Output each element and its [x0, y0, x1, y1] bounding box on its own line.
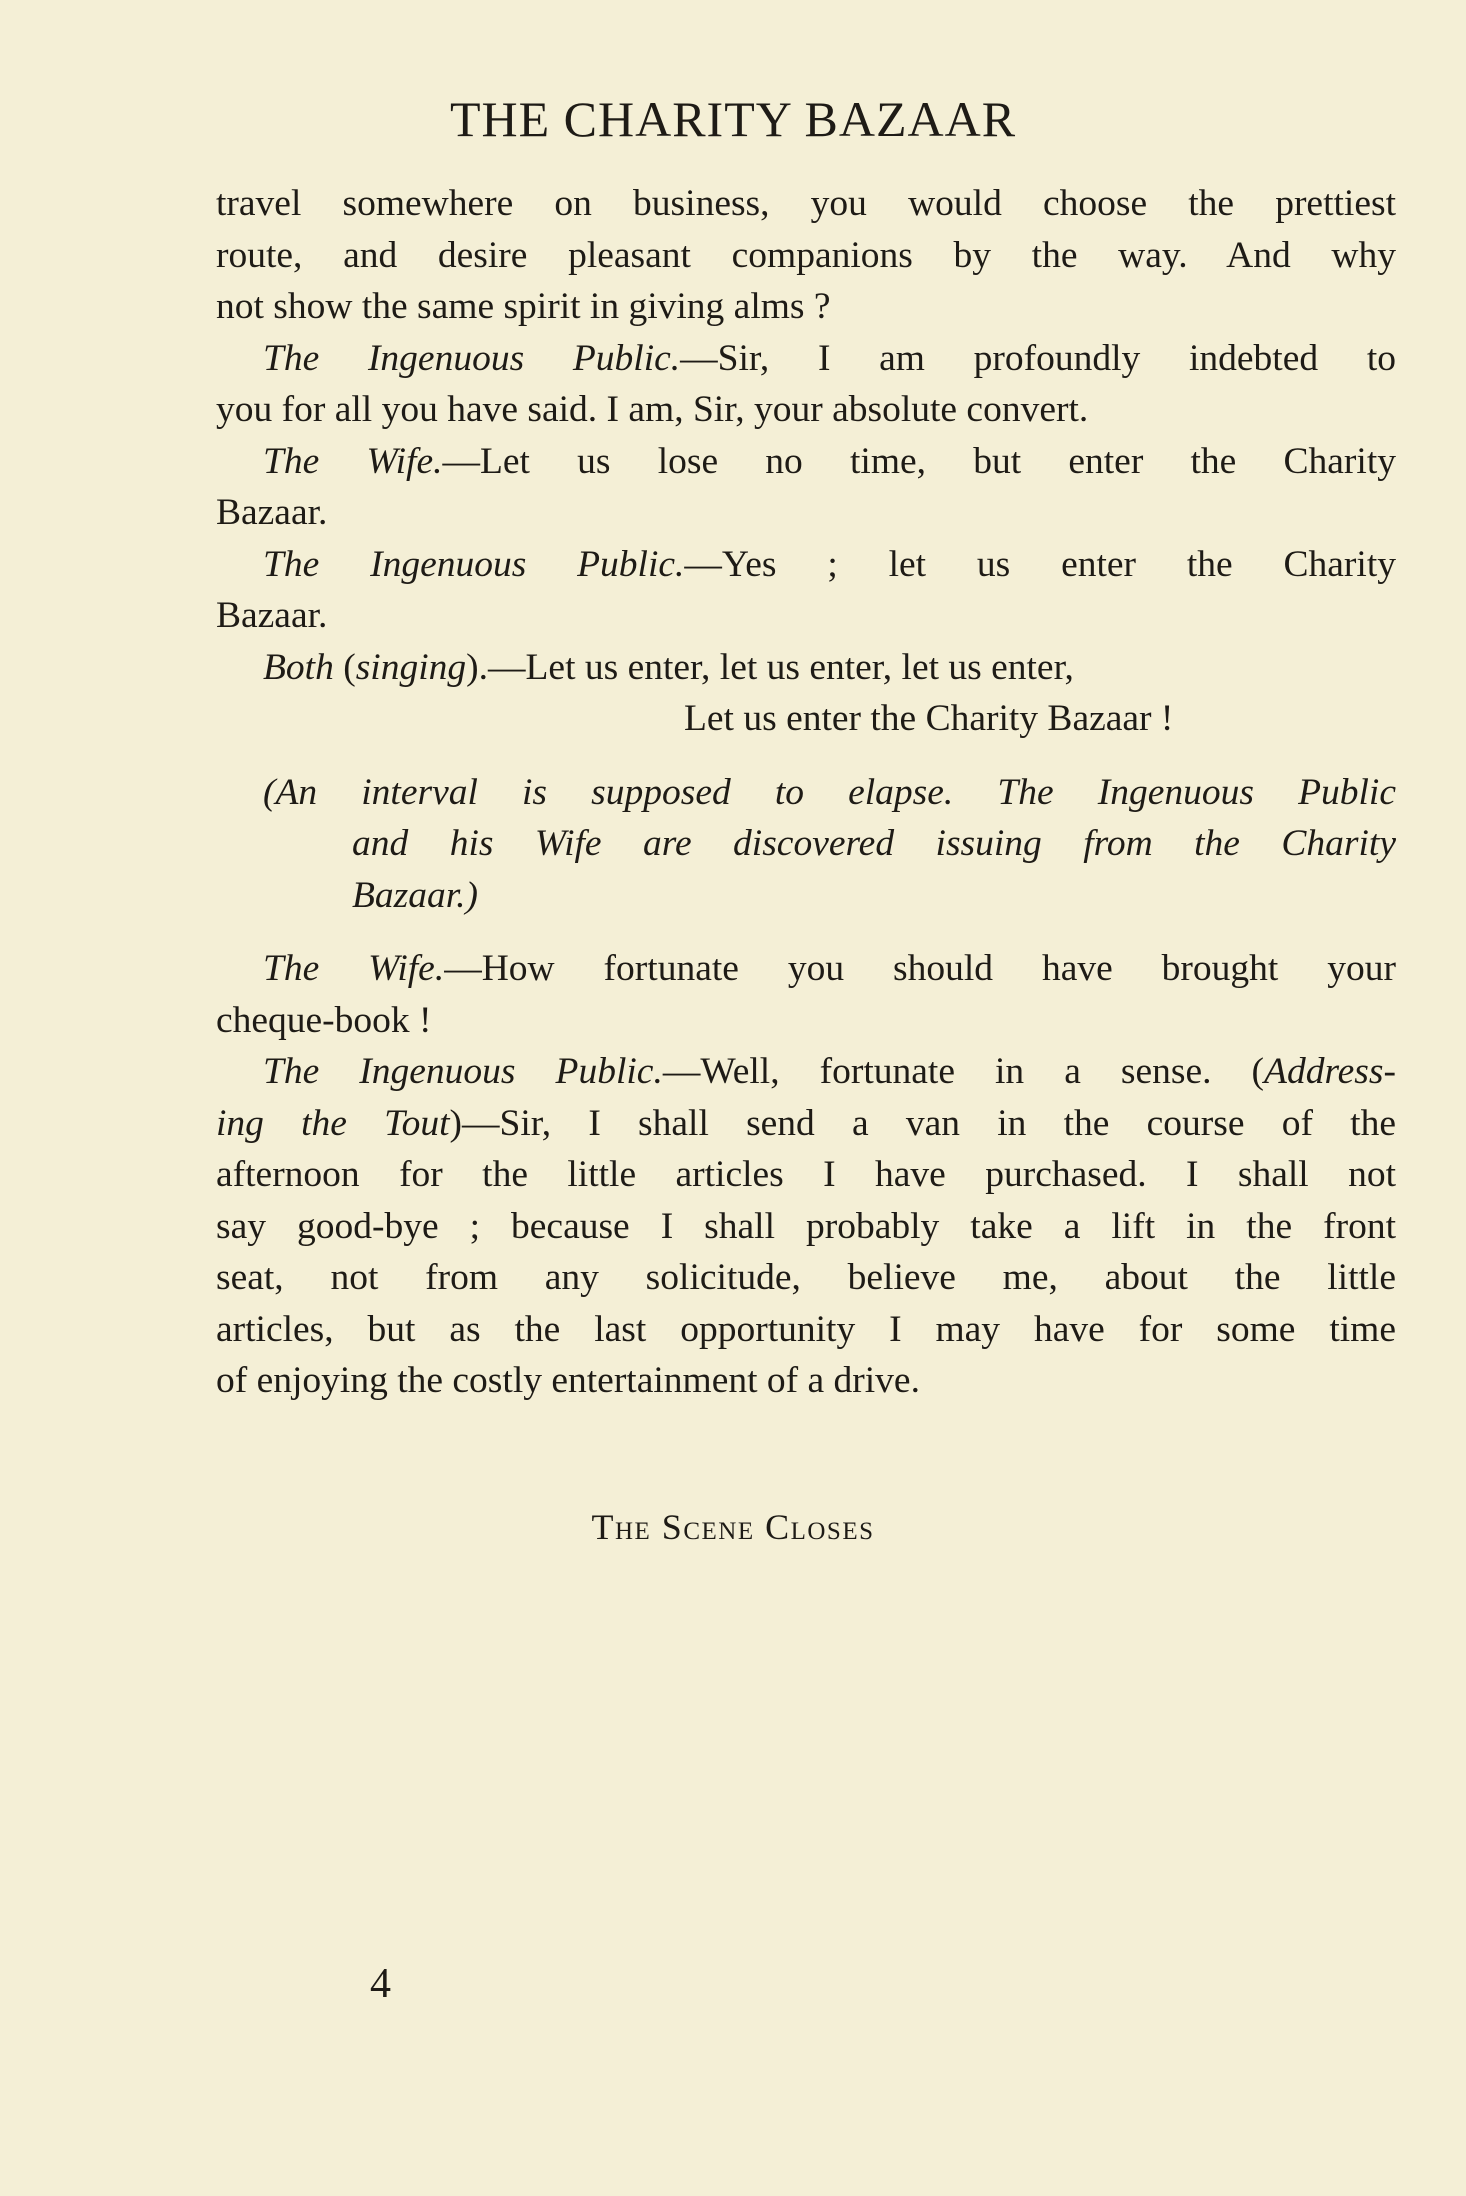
text-line: Bazaar. — [216, 492, 328, 533]
dialogue-line — [216, 436, 1396, 488]
stage-direction-line: Bazaar.) — [352, 874, 479, 916]
speaker-name: The Wife. — [263, 440, 443, 482]
text-line: not show the same spirit in giving alms ? — [216, 286, 831, 327]
page-body — [216, 178, 1396, 1407]
dialogue-text: —Yes ; let us enter the Charity — [684, 543, 1396, 585]
dialogue-text: —Let us lose no time, but enter the Charity — [442, 440, 1396, 482]
text-line: of enjoying the costly entertainment of a drive. — [216, 1360, 920, 1401]
song-line: Both (singing).—Let us enter, let us enter, let us enter, — [263, 646, 1074, 688]
stage-direction-line: (An interval is supposed to elapse. The Ingenuous Public — [263, 771, 1396, 813]
song-text: .—Let us enter, let us enter, let us enter, — [478, 646, 1074, 688]
stage-direction: singing — [355, 646, 467, 688]
speaker-name: The Ingenuous Public. — [263, 1051, 663, 1092]
dialogue-line — [216, 1046, 1396, 1098]
text-line: Bazaar. — [216, 595, 328, 636]
dialogue-line — [216, 943, 1396, 995]
stage-direction: Address- — [1264, 1051, 1396, 1092]
page-number: 4 — [370, 1961, 391, 2007]
scene-closes-heading: The Scene Closes — [591, 1507, 875, 1547]
dialogue-line — [216, 333, 1396, 385]
speaker-name: The Wife. — [263, 948, 445, 989]
text-line: route, and desire pleasant companions by the way. And why — [216, 234, 1396, 276]
text-line: cheque-book ! — [216, 999, 432, 1041]
text-line: afternoon for the little articles I have purchased. I shall not — [216, 1154, 1396, 1195]
stage-direction: ing the Tout — [216, 1102, 450, 1144]
text-line: say good-bye ; because I shall probably take a lift in the front — [216, 1205, 1396, 1247]
speaker-name: The Ingenuous Public. — [263, 337, 681, 379]
speaker-name: The Ingenuous Public. — [263, 543, 685, 585]
text-line: you for all you have said. I am, Sir, your absolute convert. — [216, 389, 1089, 430]
dialogue-line — [216, 1098, 1396, 1150]
dialogue-text: —Well, fortunate in a sense. ( — [662, 1051, 1265, 1092]
dialogue-text: —How fortunate you should have brought your — [444, 948, 1396, 989]
text-line: articles, but as the last opportunity I may have for some time — [216, 1308, 1396, 1350]
song-line: Let us enter the Charity Bazaar ! — [684, 698, 1174, 739]
text-line: travel somewhere on business, you would choose the prettiest — [216, 183, 1396, 224]
running-header: THE CHARITY BAZAAR — [449, 91, 1017, 147]
dialogue-line — [216, 539, 1396, 591]
dialogue-text: )—Sir, I shall send a van in the course of the — [449, 1102, 1396, 1144]
stage-direction-line: and his Wife are discovered issuing from the Charity — [352, 823, 1396, 864]
text-line: seat, not from any solicitude, believe me, about the little — [216, 1257, 1396, 1298]
dialogue-text: —Sir, I am profoundly indebted to — [680, 337, 1396, 379]
speaker-name: Both — [263, 646, 334, 688]
